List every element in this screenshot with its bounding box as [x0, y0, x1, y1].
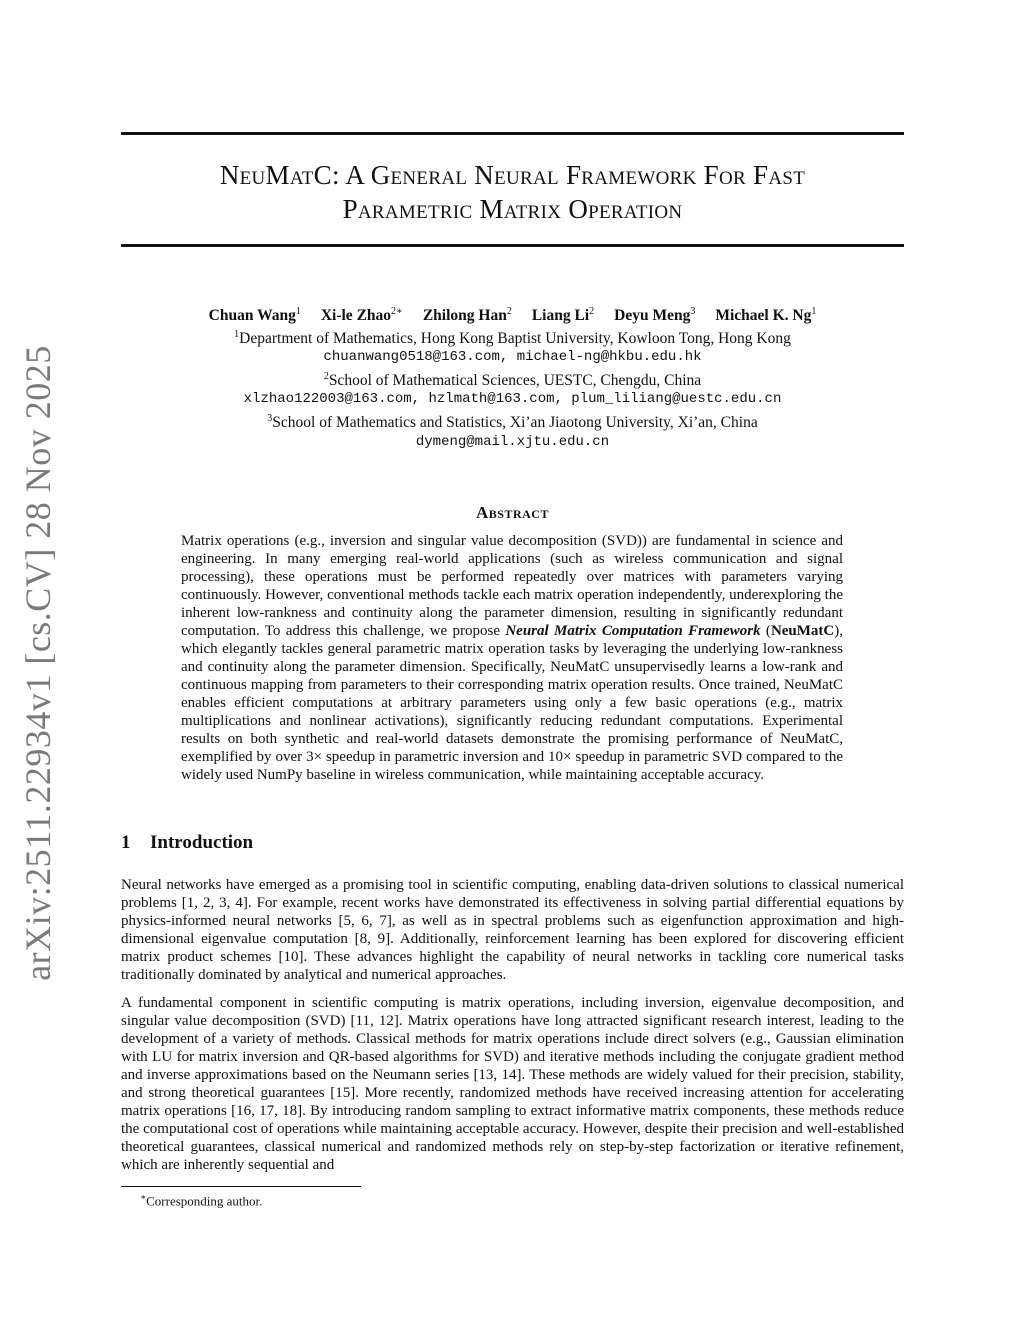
author: Deyu Meng$^3$: [614, 306, 696, 325]
author-list: [121, 302, 904, 325]
paper-title: [121, 158, 904, 226]
title-line-2: Parametric Matrix Operation: [342, 194, 683, 224]
affiliation-2: $^2$School of Mathematical Sciences, UESTC, Chengdu, China: [323, 371, 702, 390]
intro-paragraph-2: A fundamental component in scientific computing is matrix operations, including inversion, eigenvalue decomposition, and singular value decomposition (SVD) [11, 12]. Matrix operations have long attracted significant research interest, leading to the development of a variety of methods. Classical methods for matrix operations include direct solvers (e.g., Gaussian elimination with LU for matrix inversion and QR-based algorithms for SVD) and iterative methods including the conjugate gradient method and inverse approximations based on the Neumann series [13, 14]. These methods are widely valued for their precision, stability, and strong theoretical guarantees [15]. More recently, randomized methods have received increasing attention for accelerating matrix operations [16, 17, 18]. By introducing random sampling to extract informative matrix components, these methods reduce the computational cost of operations while maintaining acceptable accuracy. However, despite their precision and well-established theoretical guarantees, classical numerical and randomized methods rely on step-by-step factorization or iterative refinement, which are inherently sequential and: [121, 995, 904, 1173]
author-block: [121, 302, 904, 452]
author: Michael K. Ng$^1$: [715, 306, 817, 325]
footnote-rule: [121, 1186, 361, 1187]
author: Zhilong Han$^2$: [422, 306, 512, 325]
author: Xi-le Zhao$^{2∗}$: [320, 306, 403, 325]
abstract-text: Matrix operations (e.g., inversion and singular value decomposition (SVD)) are fundamental in science and engineering. In many emerging real-world applications (such as wireless communication and signal processing), these operations must be performed repeatedly over matrices with parameters varying continuously. However, conventional methods tackle each matrix operation independently, underexploring the inherent low-rankness and continuity along the parameter dimension, resulting in significantly redundant computation. To address this challenge, we propose Neural Matrix Computation Framework (NeuMatC), which elegantly tackles general parametric matrix operation tasks by leveraging the underlying low-rankness and continuity along the parameter dimension. Specifically, NeuMatC unsupervisedly learns a low-rank and continuous mapping from parameters to their corresponding matrix operation results. Once trained, NeuMatC enables efficient computations at arbitrary parameters using only a few basic operations (e.g., matrix multiplications and nonlinear activations), significantly reducing redundant computations. Experimental results on both synthetic and real-world datasets demonstrate the promising performance of NeuMatC, exemplified by over 3× speedup in parametric inversion and 10× speedup in parametric SVD compared to the widely used NumPy baseline in wireless communication, while maintaining acceptable accuracy.: [181, 533, 844, 783]
title-bottom-rule: [121, 244, 904, 247]
affiliation-1: $^1$Department of Mathematics, Hong Kong Baptist University, Kowloon Tong, Hong Kong: [234, 329, 791, 348]
affiliation-2-emails: xlzhao122003@163.com, hzlmath@163.com, plum_liliang@uestc.edu.cn: [243, 391, 782, 408]
intro-paragraph-1: Neural networks have emerged as a promising tool in scientific computing, enabling data-driven solutions to classical numerical problems [1, 2, 3, 4]. For example, recent works have demonstrated its effectiveness in solving partial differential equations by physics-informed neural networks [5, 6, 7], as well as in spectral problems such as eigenfunction approximation and high-dimensional eigenvalue computation [8, 9]. Additionally, reinforcement learning has been explored for discovering efficient matrix product schemes [10]. These advances highlight the capability of neural networks in tackling core numerical tasks traditionally dominated by analytical and numerical approaches.: [121, 877, 904, 983]
affiliation-3-emails: dymeng@mail.xjtu.edu.cn: [415, 433, 610, 450]
author: Liang Li$^2$: [531, 306, 595, 325]
affiliation-1-emails: chuanwang0518@163.com, michael-ng@hkbu.edu.hk: [323, 349, 702, 366]
section-heading-introduction: 1 Introduction: [121, 832, 254, 853]
abstract-heading: Abstract: [476, 503, 549, 522]
footnote: ∗Corresponding author.: [140, 1192, 263, 1209]
arxiv-identifier: arXiv:2511.22934v1 [cs.CV] 28 Nov 2025: [18, 345, 59, 981]
author: Chuan Wang$^1$: [208, 306, 301, 325]
title-line-1: NeuMatC: A General Neural Framework For Fast: [219, 160, 806, 190]
title-top-rule: [121, 132, 904, 135]
affiliation-3: $^3$School of Mathematics and Statistics, Xi’an Jiaotong University, Xi’an, China: [267, 413, 758, 432]
